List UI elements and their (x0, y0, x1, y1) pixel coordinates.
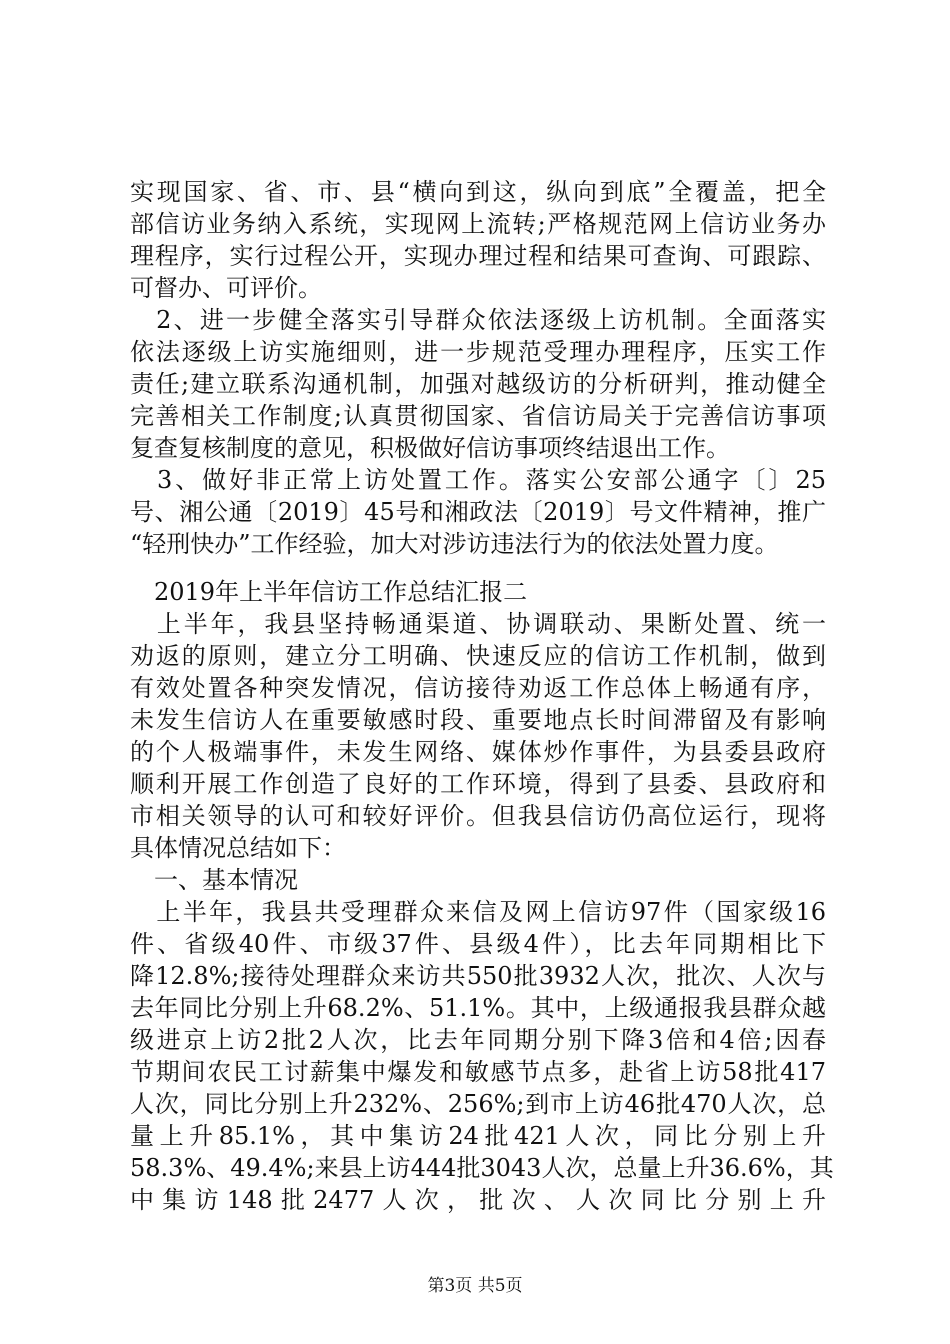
paragraph-line: 2、进一步健全落实引导群众依法逐级上访机制。全面落实 (130, 306, 826, 334)
paragraph-line: 号、湘公通〔2019〕45号和湘政法〔2019〕号文件精神，推广 (130, 498, 826, 526)
paragraph-line: 市相关领导的认可和较好评价。但我县信访仍高位运行，现将 (130, 802, 826, 830)
paragraph-line: 实现国家、省、市、县“横向到这，纵向到底”全覆盖，把全 (130, 178, 826, 206)
paragraph-line: 人次，同比分别上升232%、256%;到市上访46批470人次，总 (130, 1090, 826, 1118)
paragraph-line: 具体情况总结如下： (130, 834, 346, 862)
paragraph-line: 58.3%、49.4%;来县上访444批3043人次，总量上升36.6%，其 (130, 1154, 834, 1182)
section-heading: 一、基本情况 (130, 866, 298, 894)
paragraph-line: 的个人极端事件，未发生网络、媒体炒作事件，为县委县政府 (130, 738, 826, 766)
paragraph-line: 责任;建立联系沟通机制，加强对越级访的分析研判，推动健全 (130, 370, 826, 398)
paragraph-line: 理程序，实行过程公开，实现办理过程和结果可查询、可跟踪、 (130, 242, 826, 270)
paragraph-line: 可督办、可评价。 (130, 274, 322, 302)
paragraph-line: 3、做好非正常上访处置工作。落实公安部公通字〔〕25 (130, 466, 826, 494)
paragraph-line: 件、省级40件、市级37件、县级4件），比去年同期相比下 (130, 930, 826, 958)
paragraph-line: 量上升85.1%，其中集访24批421人次，同比分别上升 (130, 1122, 826, 1150)
paragraph-line: 上半年，我县坚持畅通渠道、协调联动、果断处置、统一 (130, 610, 826, 638)
page-footer: 第3页 共5页 (427, 1276, 523, 1296)
paragraph-line: 复查复核制度的意见，积极做好信访事项终结退出工作。 (130, 434, 730, 462)
paragraph-line: 依法逐级上访实施细则，进一步规范受理办理程序，压实工作 (130, 338, 826, 366)
paragraph-line: 去年同比分别上升68.2%、51.1%。其中，上级通报我县群众越 (130, 994, 826, 1022)
section-heading: 2019年上半年信访工作总结汇报二 (130, 578, 528, 606)
paragraph-line: 级进京上访2批2人次，比去年同期分别下降3倍和4倍;因春 (130, 1026, 826, 1054)
paragraph-line: “轻刑快办”工作经验，加大对涉访违法行为的依法处置力度。 (130, 530, 779, 558)
paragraph-line: 有效处置各种突发情况，信访接待劝返工作总体上畅通有序， (130, 674, 826, 702)
paragraph-line: 顺利开展工作创造了良好的工作环境，得到了县委、县政府和 (130, 770, 826, 798)
paragraph-line: 节期间农民工讨薪集中爆发和敏感节点多，赴省上访58批417 (130, 1058, 826, 1086)
paragraph-line: 中集访148批2477人次，批次、人次同比分别上升 (130, 1186, 826, 1214)
paragraph-line: 上半年，我县共受理群众来信及网上信访97件（国家级16 (130, 898, 826, 926)
paragraph-line: 未发生信访人在重要敏感时段、重要地点长时间滞留及有影响 (130, 706, 826, 734)
paragraph-line: 降12.8%;接待处理群众来访共550批3932人次，批次、人次与 (130, 962, 826, 990)
paragraph-line: 部信访业务纳入系统，实现网上流转;严格规范网上信访业务办 (130, 210, 826, 238)
paragraph-line: 完善相关工作制度;认真贯彻国家、省信访局关于完善信访事项 (130, 402, 826, 430)
paragraph-line: 劝返的原则，建立分工明确、快速反应的信访工作机制，做到 (130, 642, 826, 670)
